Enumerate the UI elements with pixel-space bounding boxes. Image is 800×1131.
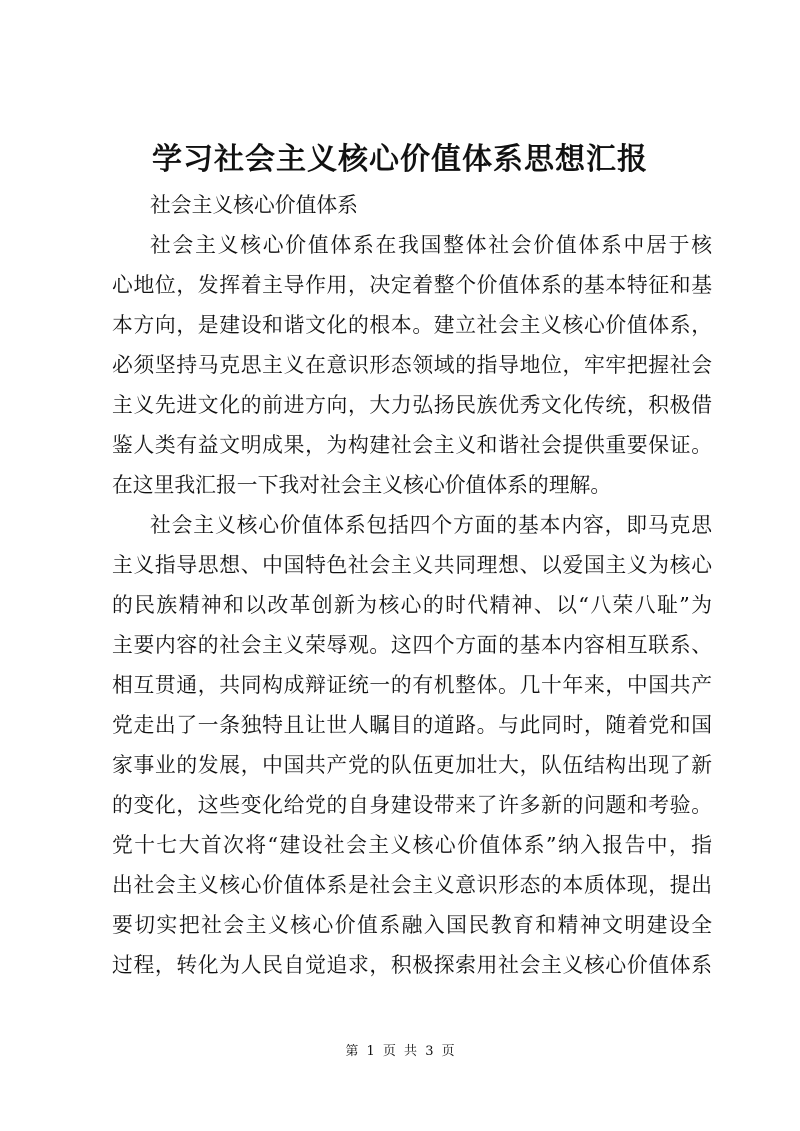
paragraph-line: 鉴人类有益文明成果，为构建社会主义和谐社会提供重要保证。 [112,433,712,457]
paragraph-line: 要切实把社会主义核心价值系融入国民教育和精神文明建设全 [112,913,712,937]
paragraph-line: 主义指导思想、中国特色社会主义共同理想、以爱国主义为核心 [112,553,712,577]
paragraph-1 [112,225,712,505]
paragraph-line: 的民族精神和以改革创新为核心的时代精神、以“八荣八耻”为 [112,593,712,617]
paragraph-line: 在这里我汇报一下我对社会主义核心价值体系的理解。 [112,473,612,497]
paragraph-line: 主义先进文化的前进方向，大力弘扬民族优秀文化传统，积极借 [112,393,712,417]
paragraph-line: 社会主义核心价值体系包括四个方面的基本内容，即马克思 [150,513,712,537]
paragraph-line: 本方向，是建设和谐文化的根本。建立社会主义核心价值体系， [112,313,712,337]
paragraph-line: 心地位，发挥着主导作用，决定着整个价值体系的基本特征和基 [112,273,712,297]
paragraph-line: 党十七大首次将“建设社会主义核心价值体系”纳入报告中，指 [112,833,712,857]
paragraph-line: 主要内容的社会主义荣辱观。这四个方面的基本内容相互联系、 [112,633,712,657]
paragraph-line: 必须坚持马克思主义在意识形态领域的指导地位，牢牢把握社会 [112,353,712,377]
paragraph-line: 的变化，这些变化给党的自身建设带来了许多新的问题和考验。 [112,793,712,817]
paragraph-line: 家事业的发展，中国共产党的队伍更加壮大，队伍结构出现了新 [112,753,712,777]
page-title: 学习社会主义核心价值体系思想汇报 [152,142,648,177]
subheading: 社会主义核心价值体系 [150,193,358,217]
document-body [112,185,712,985]
paragraph-2 [112,505,712,985]
paragraph-line: 出社会主义核心价值体系是社会主义意识形态的本质体现，提出 [112,873,712,897]
paragraph-line: 社会主义核心价值体系在我国整体社会价值体系中居于核 [150,233,712,257]
paragraph-line: 相互贯通，共同构成辩证统一的有机整体。几十年来，中国共产 [112,673,712,697]
paragraph-line: 过程，转化为人民自觉追求，积极探索用社会主义核心价值体系 [112,953,712,977]
page-number-footer: 第 1 页 共 3 页 [345,1044,455,1059]
paragraph-line: 党走出了一条独特且让世人瞩目的道路。与此同时，随着党和国 [112,713,712,737]
